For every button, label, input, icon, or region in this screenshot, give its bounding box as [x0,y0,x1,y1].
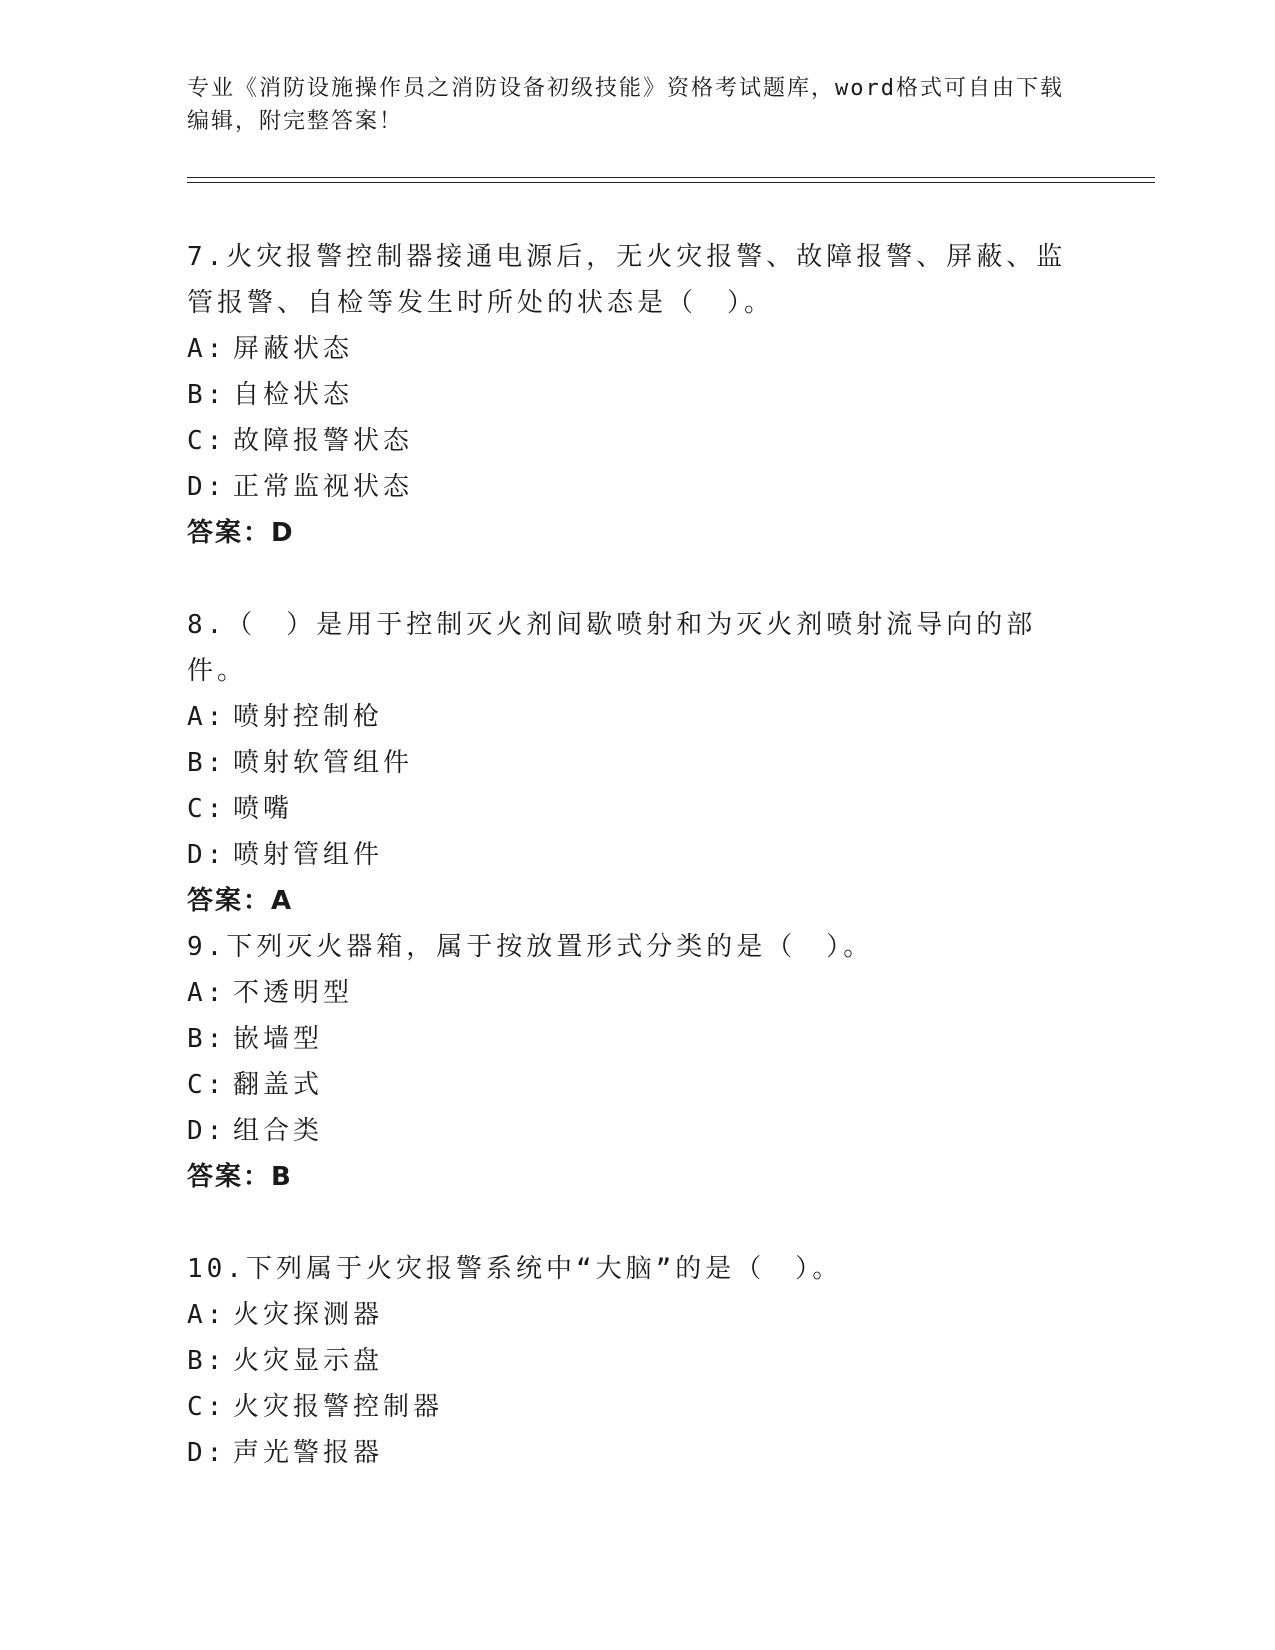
option-key: C: [187,794,227,824]
option-a [187,970,1087,1016]
option-a [187,1292,1087,1338]
option-a [187,326,1087,372]
option-key: B: [187,380,227,410]
option-d [187,1108,1087,1154]
option-key: C: [187,426,227,456]
option-key: D: [187,840,227,870]
answer: 答案：A [187,886,294,916]
option-text: 故障报警状态 [233,426,414,456]
header-rule-bottom [187,182,1155,183]
option-text: 翻盖式 [233,1070,324,1100]
question-8 [187,602,1087,924]
option-key: B: [187,748,227,778]
option-a [187,694,1087,740]
answer: 答案：D [187,518,295,548]
option-c [187,786,1087,832]
question-10 [187,1246,1087,1476]
question-7 [187,234,1087,556]
option-text: 组合类 [233,1116,324,1146]
option-b [187,372,1087,418]
option-c [187,418,1087,464]
option-c [187,1384,1087,1430]
question-stem: 7.火灾报警控制器接通电源后，无火灾报警、故障报警、屏蔽、监管报警、自检等发生时所处的状态是（ ）。 [187,242,1067,318]
option-b [187,740,1087,786]
option-key: A: [187,334,227,364]
option-d [187,464,1087,510]
option-text: 火灾探测器 [233,1300,384,1330]
option-key: B: [187,1024,227,1054]
document-header: 专业《消防设施操作员之消防设备初级技能》资格考试题库，word格式可自由下载编辑，附完整答案！ [187,76,1064,134]
option-b [187,1016,1087,1062]
option-d [187,832,1087,878]
option-d [187,1430,1087,1476]
option-text: 火灾显示盘 [233,1346,384,1376]
option-text: 嵌墙型 [233,1024,324,1054]
option-key: A: [187,702,227,732]
question-stem: 10.下列属于火灾报警系统中“大脑”的是（ ）。 [187,1254,843,1284]
option-text: 喷射控制枪 [233,702,384,732]
option-key: D: [187,472,227,502]
question-stem: 9.下列灭火器箱，属于按放置形式分类的是（ ）。 [187,932,874,962]
option-c [187,1062,1087,1108]
question-stem: 8.（ ）是用于控制灭火剂间歇喷射和为灭火剂喷射流导向的部件。 [187,610,1037,686]
option-key: D: [187,1116,227,1146]
answer: 答案：B [187,1162,293,1192]
option-text: 自检状态 [233,380,354,410]
option-b [187,1338,1087,1384]
option-key: B: [187,1346,227,1376]
question-9 [187,924,1087,1200]
option-text: 喷射软管组件 [233,748,414,778]
option-text: 喷嘴 [233,794,294,824]
option-text: 不透明型 [233,978,354,1008]
option-text: 火灾报警控制器 [233,1392,444,1422]
option-key: D: [187,1438,227,1468]
option-key: C: [187,1392,227,1422]
option-key: C: [187,1070,227,1100]
header-rule-top [187,177,1155,178]
option-text: 喷射管组件 [233,840,384,870]
option-key: A: [187,1300,227,1330]
option-key: A: [187,978,227,1008]
option-text: 屏蔽状态 [233,334,354,364]
option-text: 正常监视状态 [233,472,414,502]
option-text: 声光警报器 [233,1438,384,1468]
